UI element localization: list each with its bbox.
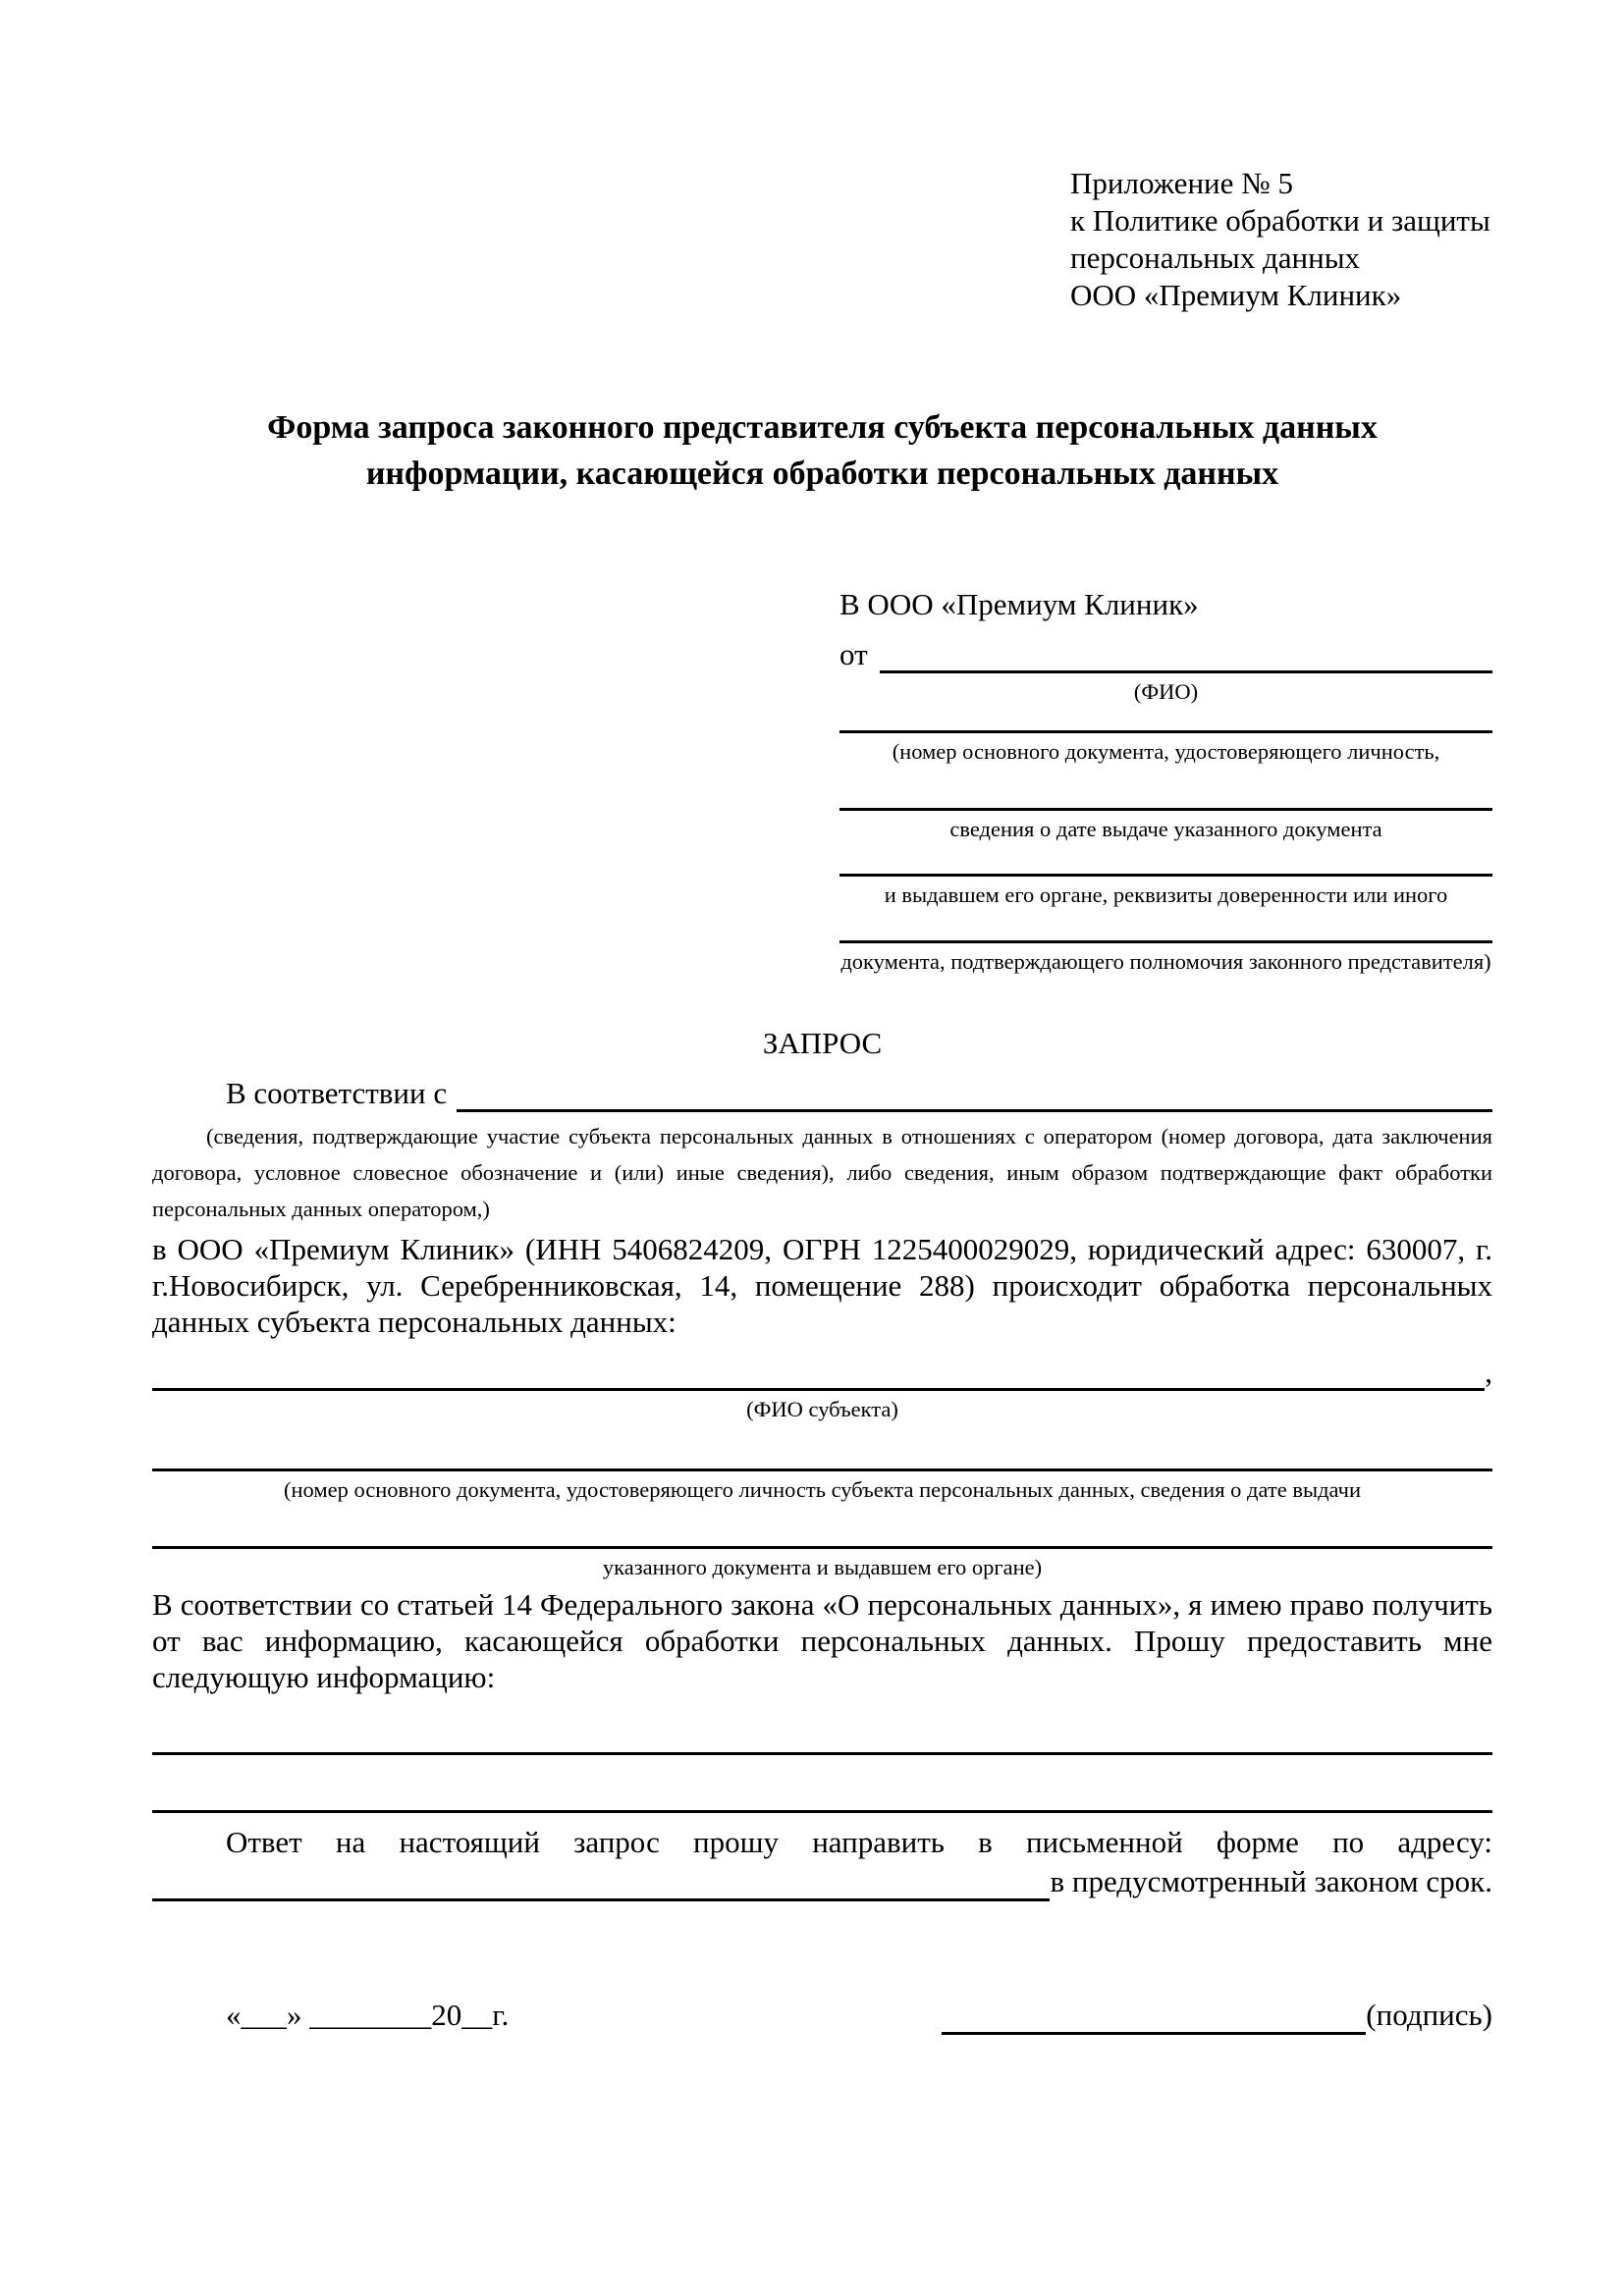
signature-label: (подпись) bbox=[1366, 1998, 1492, 2032]
from-row bbox=[839, 636, 1492, 673]
reply-tail: в предусмотренный законом срок. bbox=[1050, 1864, 1492, 1898]
doc-label-3: и выдавшем его органе, реквизиты доверенности или иного bbox=[884, 882, 1448, 907]
blank-line bbox=[152, 1810, 1492, 1813]
doc-label-1: (номер основного документа, удостоверяющего личность, bbox=[892, 739, 1440, 764]
intro-row bbox=[152, 1075, 1492, 1112]
addressee-block bbox=[839, 585, 1492, 977]
doc-label-4: документа, подтверждающего полномочия законного представителя) bbox=[840, 949, 1491, 974]
blank-line bbox=[839, 940, 1492, 943]
form-title-line-2: информации, касающейся обработки персональных данных bbox=[365, 455, 1279, 492]
blank-line bbox=[839, 874, 1492, 877]
fio-label: (ФИО) bbox=[1133, 679, 1199, 704]
annex-line: ООО «Премиум Клиник» bbox=[1070, 278, 1402, 312]
addressee-to: В ООО «Премиум Клиник» bbox=[839, 587, 1199, 621]
annex-line: к Политике обработки и защиты bbox=[1070, 203, 1490, 238]
intro-prefix: В соответствии с bbox=[226, 1076, 448, 1110]
blank-line bbox=[152, 1468, 1492, 1471]
from-blank-line bbox=[880, 640, 1492, 673]
from-label: от bbox=[839, 637, 868, 671]
annex-line: персональных данных bbox=[1070, 240, 1361, 275]
annex-line: Приложение № 5 bbox=[1070, 166, 1293, 200]
footer-row bbox=[152, 1996, 1492, 2035]
intro-blank-line bbox=[457, 1079, 1492, 1112]
doc-label-2: сведения о дате выдаче указанного документа bbox=[949, 817, 1382, 841]
request-heading: ЗАПРОС bbox=[762, 1026, 883, 1060]
intro-note: (сведения, подтверждающие участие субъекта персональных данных в отношениях с оператором (номер договора, дата заключения договора, условное словесное обозначение и (или) иные сведения), либо сведения, иным образом подтверждающие факт обработки персональных данных оператором,) bbox=[152, 1124, 1492, 1221]
subject-fio-label: (ФИО субъекта) bbox=[746, 1397, 898, 1421]
form-title-line-1: Форма запроса законного представителя субъекта персональных данных bbox=[267, 409, 1378, 446]
operator-paragraph: в ООО «Премиум Клиник» (ИНН 5406824209, ОГРН 1225400029029, юридический адрес: 630007, г. г.Новосибирск, ул. Серебренниковская, 14, помещение 288) происходит обработка персональных данных субъекта персональных данных: bbox=[152, 1232, 1492, 1339]
blank-line bbox=[152, 1752, 1492, 1755]
blank-line bbox=[839, 808, 1492, 811]
subject-doc-label-1: (номер основного документа, удостоверяющего личность субъекта персональных данных, сведения о дате выдачи bbox=[284, 1477, 1361, 1502]
subject-doc-label-2: указанного документа и выдавшем его органе) bbox=[602, 1555, 1043, 1579]
date-blank: «___» ________20__г. bbox=[226, 1998, 510, 2032]
subject-fio-row bbox=[152, 1354, 1492, 1391]
blank-line bbox=[839, 730, 1492, 733]
rights-paragraph: В соответствии со статьей 14 Федерального закона «О персональных данных», я имею право получить от вас информацию, касающейся обработки персональных данных. Прошу предоставить мне следующую информацию: bbox=[152, 1587, 1492, 1694]
subject-fio-blank-line bbox=[152, 1358, 1485, 1391]
reply-blank-line bbox=[152, 1868, 1050, 1901]
signature-blank-line bbox=[942, 2002, 1366, 2035]
reply-line-2 bbox=[152, 1862, 1492, 1901]
form-title bbox=[152, 404, 1492, 497]
trailing-comma: , bbox=[1485, 1355, 1492, 1389]
reply-line-1: Ответ на настоящий запрос прошу направить в письменной форме по адресу: bbox=[226, 1825, 1492, 1859]
annex-block bbox=[1070, 165, 1492, 314]
blank-line bbox=[152, 1546, 1492, 1549]
